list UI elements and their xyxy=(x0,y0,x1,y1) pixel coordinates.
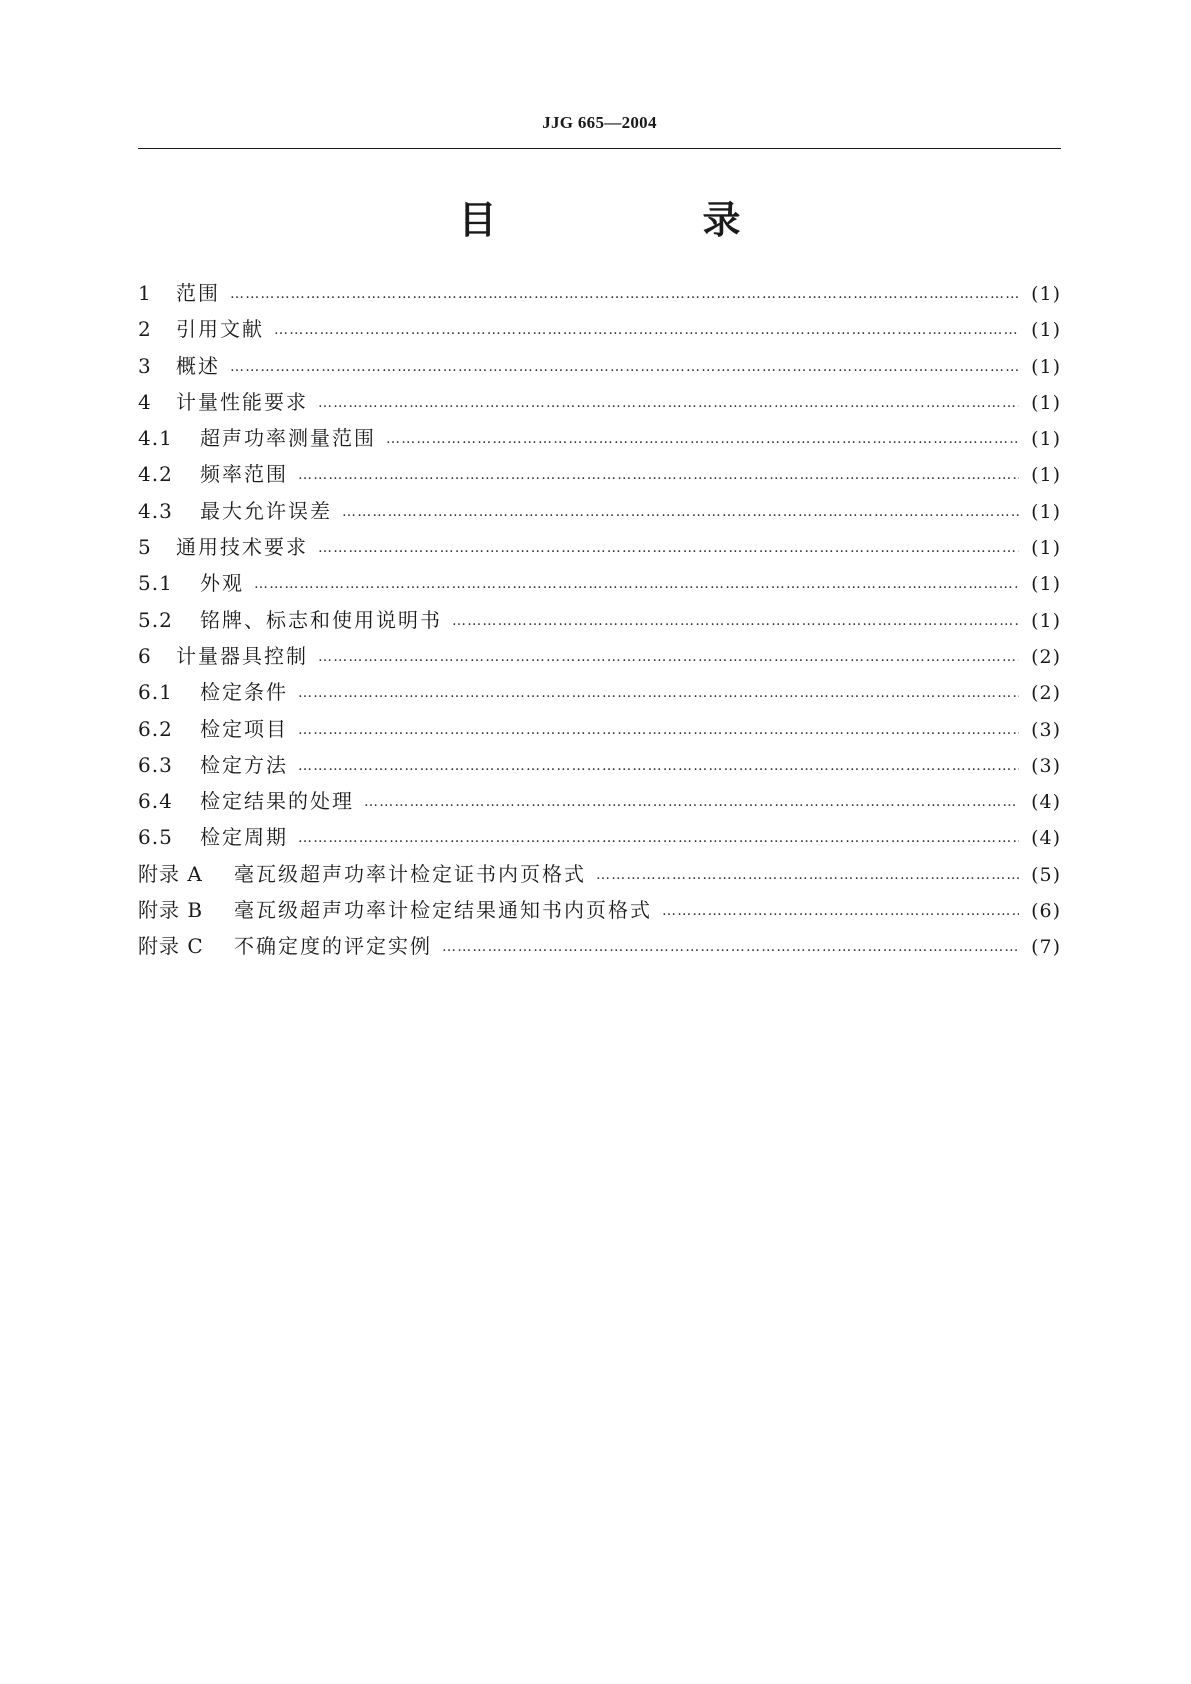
document-code-header: JJG 665—2004 xyxy=(542,113,657,132)
table-of-contents xyxy=(138,280,1061,970)
toc-leader-dots xyxy=(386,426,1019,452)
toc-leader-dots xyxy=(298,680,1019,706)
toc-entry-number: 附录 B xyxy=(138,898,204,923)
toc-entry-number: 4.1 xyxy=(138,426,173,451)
toc-entry[interactable] xyxy=(138,280,1061,316)
toc-entry[interactable] xyxy=(138,461,1061,497)
toc-entry-number: 6.1 xyxy=(138,680,173,705)
toc-entry-number: 2 xyxy=(138,317,152,342)
toc-entry[interactable] xyxy=(138,607,1061,643)
toc-leader-dots xyxy=(318,535,1019,561)
toc-leader-dots xyxy=(342,499,1019,525)
toc-entry-page: (1) xyxy=(1031,391,1061,414)
toc-leader-dots xyxy=(254,571,1019,597)
toc-leader-dots xyxy=(364,789,1019,815)
toc-entry[interactable] xyxy=(138,425,1061,461)
toc-entry-number: 5.1 xyxy=(138,571,173,596)
toc-entry[interactable] xyxy=(138,498,1061,534)
toc-entry[interactable] xyxy=(138,788,1061,824)
toc-entry-label: 范围 xyxy=(176,281,220,305)
toc-entry-page: (1) xyxy=(1031,464,1061,487)
toc-entry-label: 毫瓦级超声功率计检定证书内页格式 xyxy=(234,861,586,886)
toc-entry-page: (1) xyxy=(1031,283,1061,305)
toc-entry[interactable] xyxy=(138,752,1061,788)
toc-entry[interactable] xyxy=(138,316,1061,352)
toc-entry-number: 4.2 xyxy=(138,462,173,487)
toc-entry-number: 6.2 xyxy=(138,716,173,741)
toc-entry-label: 检定周期 xyxy=(200,825,288,850)
toc-entry-label: 检定条件 xyxy=(200,680,288,705)
toc-entry-label: 超声功率测量范围 xyxy=(200,426,376,451)
toc-entry-page: (2) xyxy=(1031,682,1061,705)
header-rule xyxy=(138,148,1061,149)
toc-leader-dots xyxy=(452,608,1019,634)
toc-entry-page: (2) xyxy=(1031,645,1061,668)
toc-entry-page: (6) xyxy=(1031,900,1061,923)
toc-entry[interactable] xyxy=(138,570,1061,606)
toc-entry-page: (1) xyxy=(1031,428,1061,451)
toc-entry[interactable] xyxy=(138,824,1061,860)
toc-entry-label: 频率范围 xyxy=(200,462,288,487)
toc-leader-dots xyxy=(298,825,1019,851)
toc-entry-label: 外观 xyxy=(200,571,244,596)
toc-entry-page: (1) xyxy=(1031,609,1061,632)
toc-entry-number: 1 xyxy=(138,281,152,305)
toc-entry-page: (1) xyxy=(1031,573,1061,596)
toc-leader-dots xyxy=(298,462,1019,488)
toc-entry-label: 最大允许误差 xyxy=(200,498,332,523)
toc-leader-dots xyxy=(318,644,1019,670)
toc-entry-label: 计量器具控制 xyxy=(176,643,308,668)
toc-entry-label: 检定项目 xyxy=(200,716,288,741)
toc-entry[interactable] xyxy=(138,861,1061,897)
toc-entry-number: 6.3 xyxy=(138,752,173,777)
toc-title: 目 录 xyxy=(458,198,825,242)
toc-leader-dots xyxy=(298,753,1019,779)
toc-entry-label: 铭牌、标志和使用说明书 xyxy=(200,607,442,632)
toc-entry-label: 毫瓦级超声功率计检定结果通知书内页格式 xyxy=(234,898,652,923)
toc-entry-number: 5.2 xyxy=(138,607,173,632)
toc-entry[interactable] xyxy=(138,897,1061,933)
toc-entry-label: 检定结果的处理 xyxy=(200,789,354,814)
toc-entry-page: (4) xyxy=(1031,791,1061,814)
toc-entry-label: 概述 xyxy=(176,353,220,378)
toc-entry-number: 4.3 xyxy=(138,498,173,523)
toc-entry-page: (3) xyxy=(1031,754,1061,777)
toc-entry[interactable] xyxy=(138,534,1061,570)
toc-entry-number: 3 xyxy=(138,353,152,378)
toc-leader-dots xyxy=(596,862,1019,888)
toc-entry-page: (1) xyxy=(1031,537,1061,560)
toc-entry-number: 附录 A xyxy=(138,861,203,886)
toc-entry[interactable] xyxy=(138,679,1061,715)
toc-leader-dots xyxy=(662,898,1019,924)
toc-entry-label: 检定方法 xyxy=(200,752,288,777)
toc-entry-label: 计量性能要求 xyxy=(176,389,308,414)
toc-entry-number: 6.5 xyxy=(138,825,173,850)
toc-leader-dots xyxy=(274,317,1019,343)
toc-entry-page: (1) xyxy=(1031,500,1061,523)
toc-entry-label: 不确定度的评定实例 xyxy=(234,934,432,959)
toc-entry[interactable] xyxy=(138,716,1061,752)
toc-entry[interactable] xyxy=(138,643,1061,679)
toc-entry[interactable] xyxy=(138,933,1061,969)
toc-entry-number: 附录 C xyxy=(138,934,204,959)
toc-leader-dots xyxy=(442,934,1019,960)
toc-leader-dots xyxy=(230,354,1019,380)
toc-entry-page: (3) xyxy=(1031,718,1061,741)
toc-entry-page: (1) xyxy=(1031,355,1061,378)
toc-leader-dots xyxy=(230,281,1019,307)
toc-entry-page: (1) xyxy=(1031,319,1061,342)
toc-entry[interactable] xyxy=(138,389,1061,425)
toc-entry-number: 6 xyxy=(138,643,152,668)
toc-entry-number: 4 xyxy=(138,389,152,414)
toc-leader-dots xyxy=(298,717,1019,743)
toc-entry-page: (4) xyxy=(1031,827,1061,850)
toc-entry-label: 通用技术要求 xyxy=(176,535,308,560)
toc-entry-page: (7) xyxy=(1031,936,1061,959)
toc-entry-number: 6.4 xyxy=(138,789,173,814)
toc-leader-dots xyxy=(318,390,1019,416)
toc-entry-label: 引用文献 xyxy=(176,317,264,342)
toc-entry-page: (5) xyxy=(1031,863,1061,886)
toc-entry[interactable] xyxy=(138,353,1061,389)
toc-entry-number: 5 xyxy=(138,535,152,560)
